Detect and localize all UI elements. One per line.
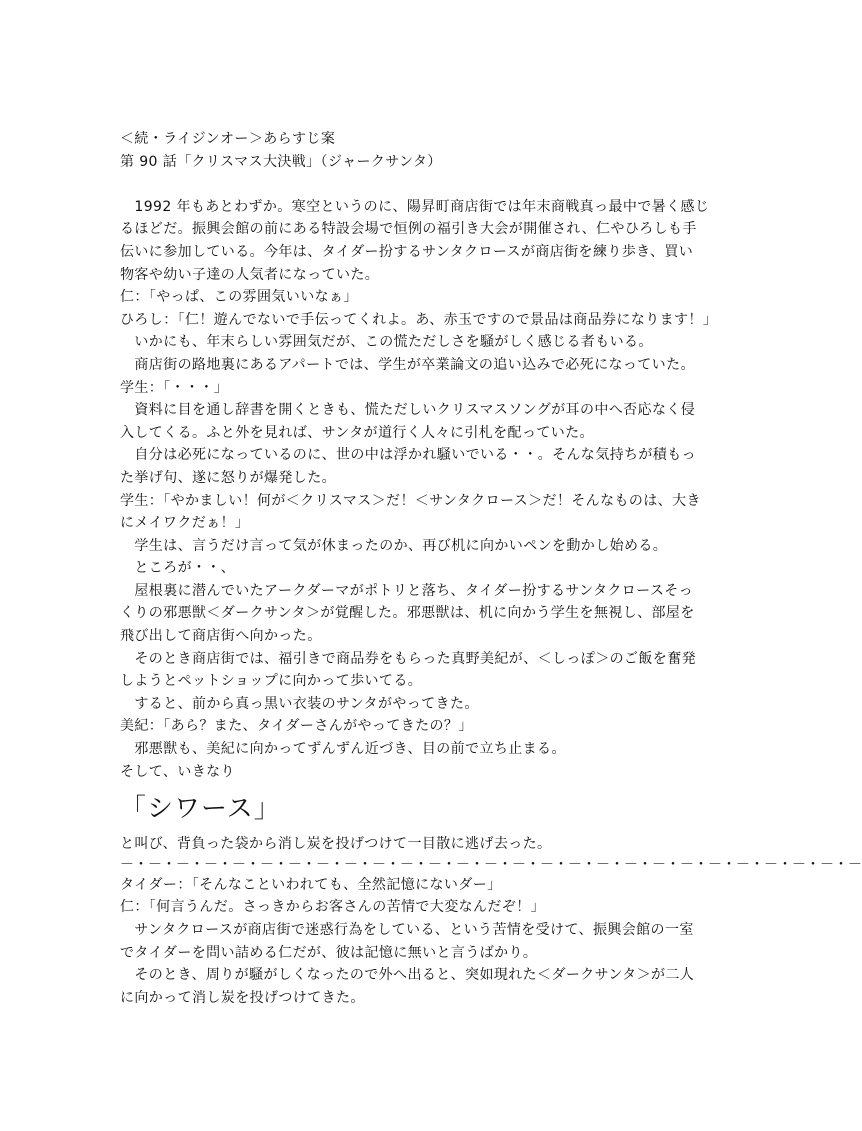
text-line: 商店街の路地裏にあるアパートでは、学生が卒業論文の追い込みで必死になっていた。: [120, 356, 695, 373]
text-line: くりの邪悪獣＜ダークサンタ＞が覚醒した。邪悪獣は、机に向かう学生を無視し、部屋を: [120, 605, 695, 622]
text-line: 資料に目を通し辞書を開くときも、慌ただしいクリスマスソングが耳の中へ否応なく侵: [120, 402, 696, 419]
text-line: 仁：「何言うんだ。さっきからお客さんの苦情で大変なんだぞ！」: [120, 899, 545, 916]
text-line: 邪悪獣も、美紀に向かってずんずん近づき、目の前で立ち止まる。: [120, 741, 566, 758]
text-line: すると、前から真っ黒い衣装のサンタがやってきた。: [120, 695, 479, 712]
text-line: そして、いきなり: [120, 763, 235, 780]
text-line: 学生：「やかましい！何が＜クリスマス＞だ！＜サンタクロース＞だ！そんなものは、大き: [120, 492, 701, 509]
synopsis-body: [120, 196, 718, 783]
text-line: そのとき、周りが騒がしくなったので外へ出ると、突如現れた＜ダークサンタ＞が二人: [120, 967, 695, 984]
text-line: 1992 年もあとわずか。寒空というのに、陽昇町商店街では年末商戦真っ最中で暑く感じ: [120, 198, 710, 215]
text-line: 学生は、言うだけ言って気が休まったのか、再び机に向かいペンを動かし始める。: [120, 537, 668, 554]
text-line: 伝いに参加している。今年は、タイダー扮するサンタクロースが商店街を練り歩き、買い: [120, 243, 694, 260]
text-line: 物客や幼い子達の人気者になっていた。: [120, 266, 380, 283]
text-line: 美紀：「あら？また、タイダーさんがやってきたの？」: [120, 718, 473, 735]
text-line: でタイダーを問い詰める仁だが、彼は記憶に無いと言うばかり。: [120, 944, 538, 961]
text-line: るほどだ。振興会館の前にある特設会場で恒例の福引き大会が開催され、仁やひろしも手: [120, 221, 697, 238]
after-shout-line: と叫び、背負った袋から消し炭を投げつけて一目散に逃げ去った。: [120, 836, 552, 853]
text-line: ところが・・、: [120, 560, 236, 577]
text-line: 入してくる。ふと外を見れば、サンタが道行く人々に引札を配っていた。: [120, 424, 594, 441]
text-line: 飛び出して商店街へ向かった。: [120, 628, 322, 645]
blank-line: [120, 173, 692, 196]
document-title: ＜続・ライジンオー＞あらすじ案: [120, 131, 336, 147]
text-line: 屋根裏に潜んでいたアークダーマがポトリと落ち、タイダー扮するサンタクロースそっ: [120, 582, 694, 599]
text-line: に向かって消し炭を投げつけてきた。: [120, 989, 365, 1006]
text-line: ひろし：「仁！遊んでないで手伝ってくれよ。あ、赤玉ですので景品は商品券になります！」: [120, 311, 718, 328]
text-line: 仁：「やっぱ、この雰囲気いいなぁ」: [120, 289, 358, 306]
text-line: しようとペットショップに向かって歩いてる。: [120, 673, 423, 690]
text-line: そのとき商店街では、福引きで商品券をもらった真野美紀が、＜しっぽ＞のご飯を奮発: [120, 650, 696, 667]
text-line: 学生：「・・・」: [120, 379, 229, 396]
text-line: タイダー：「そんなこといわれても、全然記憶にないダー」: [120, 876, 502, 893]
text-line: にメイワクだぁ！」: [120, 515, 250, 532]
text-line: いかにも、年末らしい雰囲気だが、この慌ただしさを騒がしく感じる者もいる。: [120, 334, 653, 351]
section-divider: －・－・－・－・－・－・－・－・－・－・－・－・－・－・－・－・－・－・－・－・－・－・－・－・－・－・－: [120, 856, 862, 873]
shout-text: 「シワース」: [120, 794, 281, 825]
document-page: [120, 128, 862, 1009]
text-line: 自分は必死になっているのに、世の中は浮かれ騒いでいる・・。そんな気持ちが積もっ: [120, 447, 696, 464]
episode-title: 第 90 話「クリスマス大決戦」（ジャークサンタ）: [120, 153, 442, 170]
text-line: サンタクロースが商店街で迷惑行為をしている、という苦情を受けて、振興会館の一室: [120, 922, 694, 938]
synopsis-body-continued: [120, 874, 695, 1010]
text-line: た挙げ句、遂に怒りが爆発した。: [120, 469, 336, 486]
